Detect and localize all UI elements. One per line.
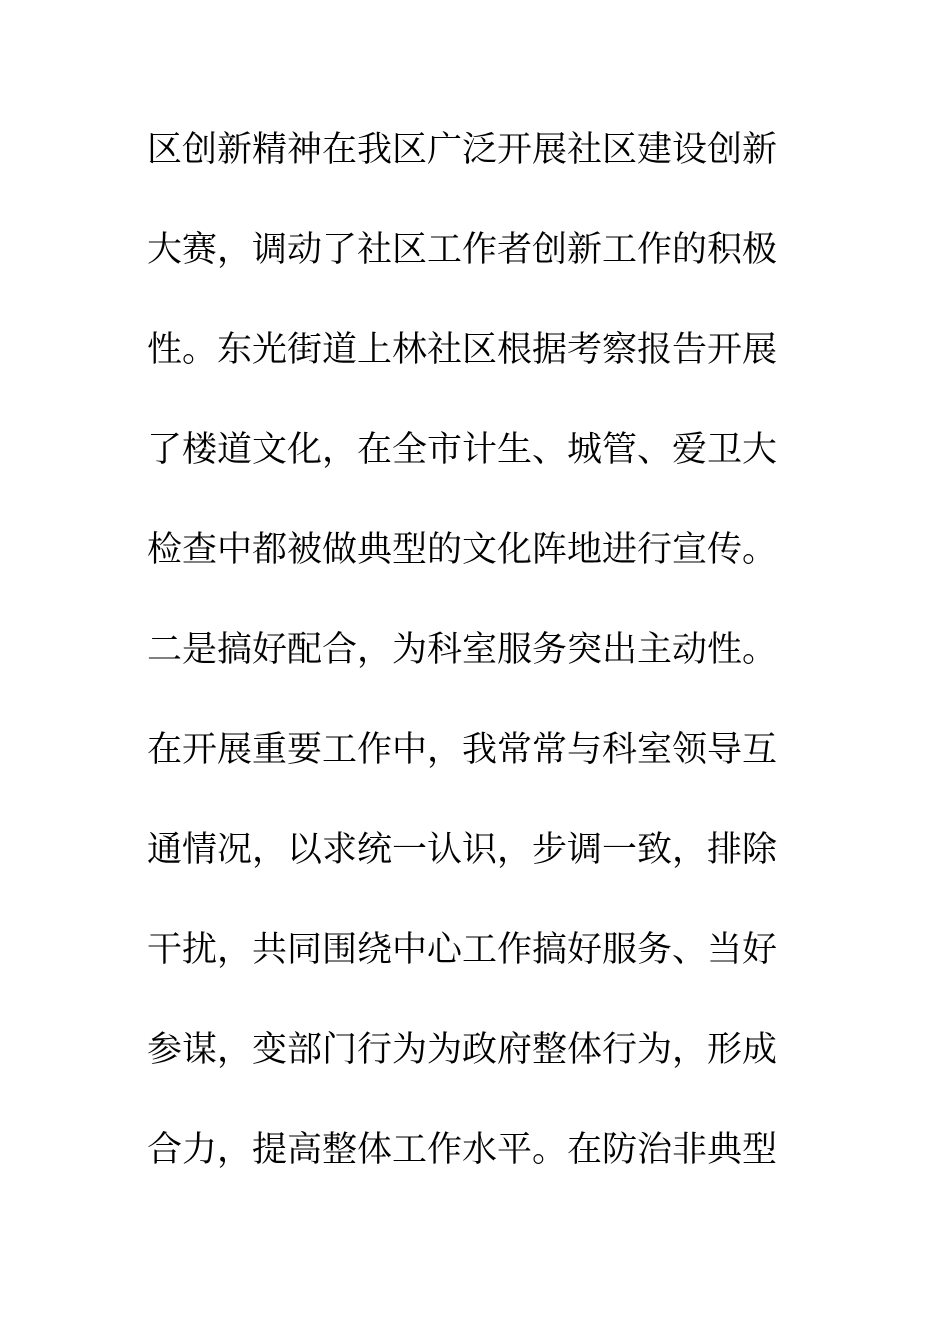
text-line: 合力，提高整体工作水平。在防治非典型 xyxy=(147,1130,778,1170)
body-text xyxy=(147,126,787,1226)
text-line: 检查中都被做典型的文化阵地进行宣传。 xyxy=(147,530,778,570)
text-line: 干扰，共同围绕中心工作搞好服务、当好 xyxy=(147,930,778,970)
text-line: 通情况，以求统一认识，步调一致，排除 xyxy=(147,830,778,870)
text-line: 参谋，变部门行为为政府整体行为，形成 xyxy=(147,1030,778,1070)
text-line: 二是搞好配合，为科室服务突出主动性。 xyxy=(147,630,778,670)
text-line: 性。东光街道上林社区根据考察报告开展 xyxy=(147,330,778,370)
text-line: 大赛，调动了社区工作者创新工作的积极 xyxy=(147,230,778,270)
text-line: 区创新精神在我区广泛开展社区建设创新 xyxy=(147,130,778,170)
text-line: 了楼道文化，在全市计生、城管、爱卫大 xyxy=(147,430,778,470)
text-line: 在开展重要工作中，我常常与科室领导互 xyxy=(147,730,778,770)
